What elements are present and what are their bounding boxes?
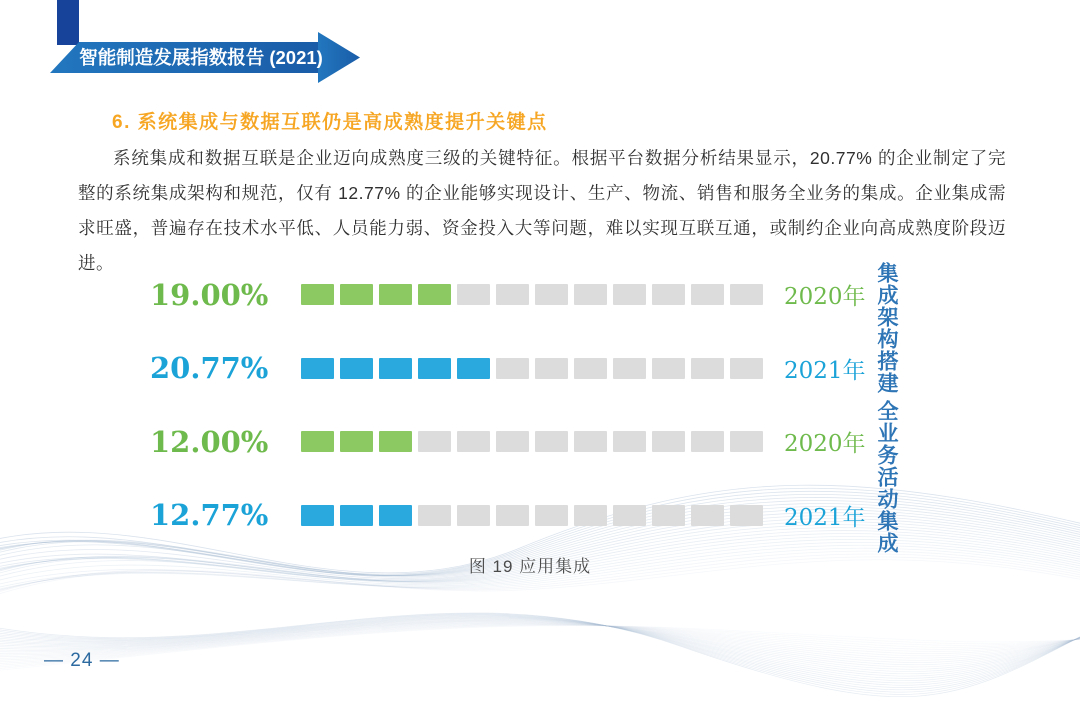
wave-line [0,614,1080,680]
figure-caption: 图 19 应用集成 [468,557,592,576]
bar-segment-empty [535,505,568,526]
bar-segment-filled [301,431,334,452]
bar-segment-filled [418,358,451,379]
wave-line [0,617,1080,676]
bar-segment-filled [379,284,412,305]
wave-line [0,613,1080,683]
value-label: 19.00% [150,277,269,312]
page-number: — 24 — [44,650,120,671]
bar-segment-empty [730,358,763,379]
bar-segment-empty [574,358,607,379]
wave-line [0,608,1080,692]
year-label: 2020年 [784,431,866,458]
section-heading: 6. 系统集成与数据互联仍是高成熟度提升关键点 [112,112,548,133]
wave-line [0,610,1080,690]
bar-segment-filled [340,284,373,305]
bar-segment-filled [301,284,334,305]
year-label: 2020年 [784,284,866,311]
chart-row [150,332,866,406]
bar-segment-empty [691,358,724,379]
body-paragraph: 系统集成和数据互联是企业迈向成熟度三级的关键特征。根据平台数据分析结果显示，20.77% 的企业制定了完整的系统集成架构和规范，仅有 12.77% 的企业能够实现设计、生产、物流、销售和服务全业务的集成。企业集成需求旺盛，普遍存在技术水平低、人员能力弱、资金投入大等问题，难以实现互联互通，或制约企业向高成熟度阶段迈进。 [78,148,1006,273]
bar-segment-empty [418,505,451,526]
header-banner [0,0,380,95]
value-label: 12.77% [150,498,269,533]
chart-row [150,258,866,332]
wave-line [0,624,1080,666]
bar-segment-empty [496,358,529,379]
wave-line [0,616,1080,679]
wave-line [0,611,1080,688]
segmented-bar [301,505,763,526]
group-label-integration-architecture: 集成架构搭建 [875,262,900,394]
bar-segment-empty [730,431,763,452]
bar-segment-empty [457,284,490,305]
bar-segment-filled [379,358,412,379]
bar-segment-empty [652,284,685,305]
bar-segment-empty [613,358,646,379]
value-label: 12.00% [150,424,269,459]
segmented-bar [301,431,763,452]
wave-line [0,620,1080,667]
bar-segment-empty [652,505,685,526]
segmented-bar [301,358,763,379]
bar-segment-filled [301,505,334,526]
wave-line [0,619,1080,671]
bar-segment-filled [301,358,334,379]
wave-line [0,625,1080,673]
bar-segment-empty [691,284,724,305]
bar-segment-empty [613,431,646,452]
bar-segment-empty [574,431,607,452]
wave-line [0,626,1080,676]
bar-segment-empty [613,284,646,305]
wave-line [0,618,1080,674]
banner-arrow-icon [318,32,360,83]
wave-line [0,625,1080,671]
application-integration-chart [150,258,866,552]
bar-segment-filled [340,505,373,526]
wave-line [0,621,1080,665]
wave-line [0,622,1080,658]
wave-line [0,625,1080,669]
bar-segment-empty [535,358,568,379]
wave-line [0,607,1080,694]
group-label-full-business-integration: 全业务活动集成 [875,400,900,554]
bar-segment-empty [535,284,568,305]
segmented-bar [301,284,763,305]
bar-segment-empty [574,505,607,526]
chart-rows [150,258,866,552]
year-label: 2021年 [784,504,866,531]
bar-segment-empty [691,431,724,452]
year-label: 2021年 [784,357,866,384]
bar-segment-filled [379,505,412,526]
bar-segment-empty [496,431,529,452]
wave-line [0,624,1080,664]
bar-segment-empty [652,358,685,379]
bar-segment-empty [418,431,451,452]
bar-segment-filled [340,431,373,452]
wave-line [0,623,1080,659]
banner-top-bar [57,0,79,45]
chart-row [150,405,866,479]
bar-segment-empty [730,284,763,305]
chart-row [150,479,866,553]
bar-segment-empty [574,284,607,305]
bar-segment-empty [652,431,685,452]
bar-segment-empty [613,505,646,526]
bar-segment-filled [418,284,451,305]
bar-segment-filled [340,358,373,379]
bar-segment-filled [457,358,490,379]
bar-segment-empty [730,505,763,526]
bar-segment-empty [535,431,568,452]
value-label: 20.77% [150,351,269,386]
wave-line [0,621,1080,662]
bar-segment-empty [496,284,529,305]
wave-line [0,612,1080,685]
wave-line [0,620,1080,670]
wave-line [0,623,1080,661]
banner-title: 智能制造发展指数报告 (2021) [79,47,323,68]
bar-segment-empty [457,431,490,452]
wave-line [0,622,1080,660]
bar-segment-empty [691,505,724,526]
bar-segment-filled [379,431,412,452]
bar-segment-empty [457,505,490,526]
bar-segment-empty [496,505,529,526]
wave-line [0,606,1080,697]
